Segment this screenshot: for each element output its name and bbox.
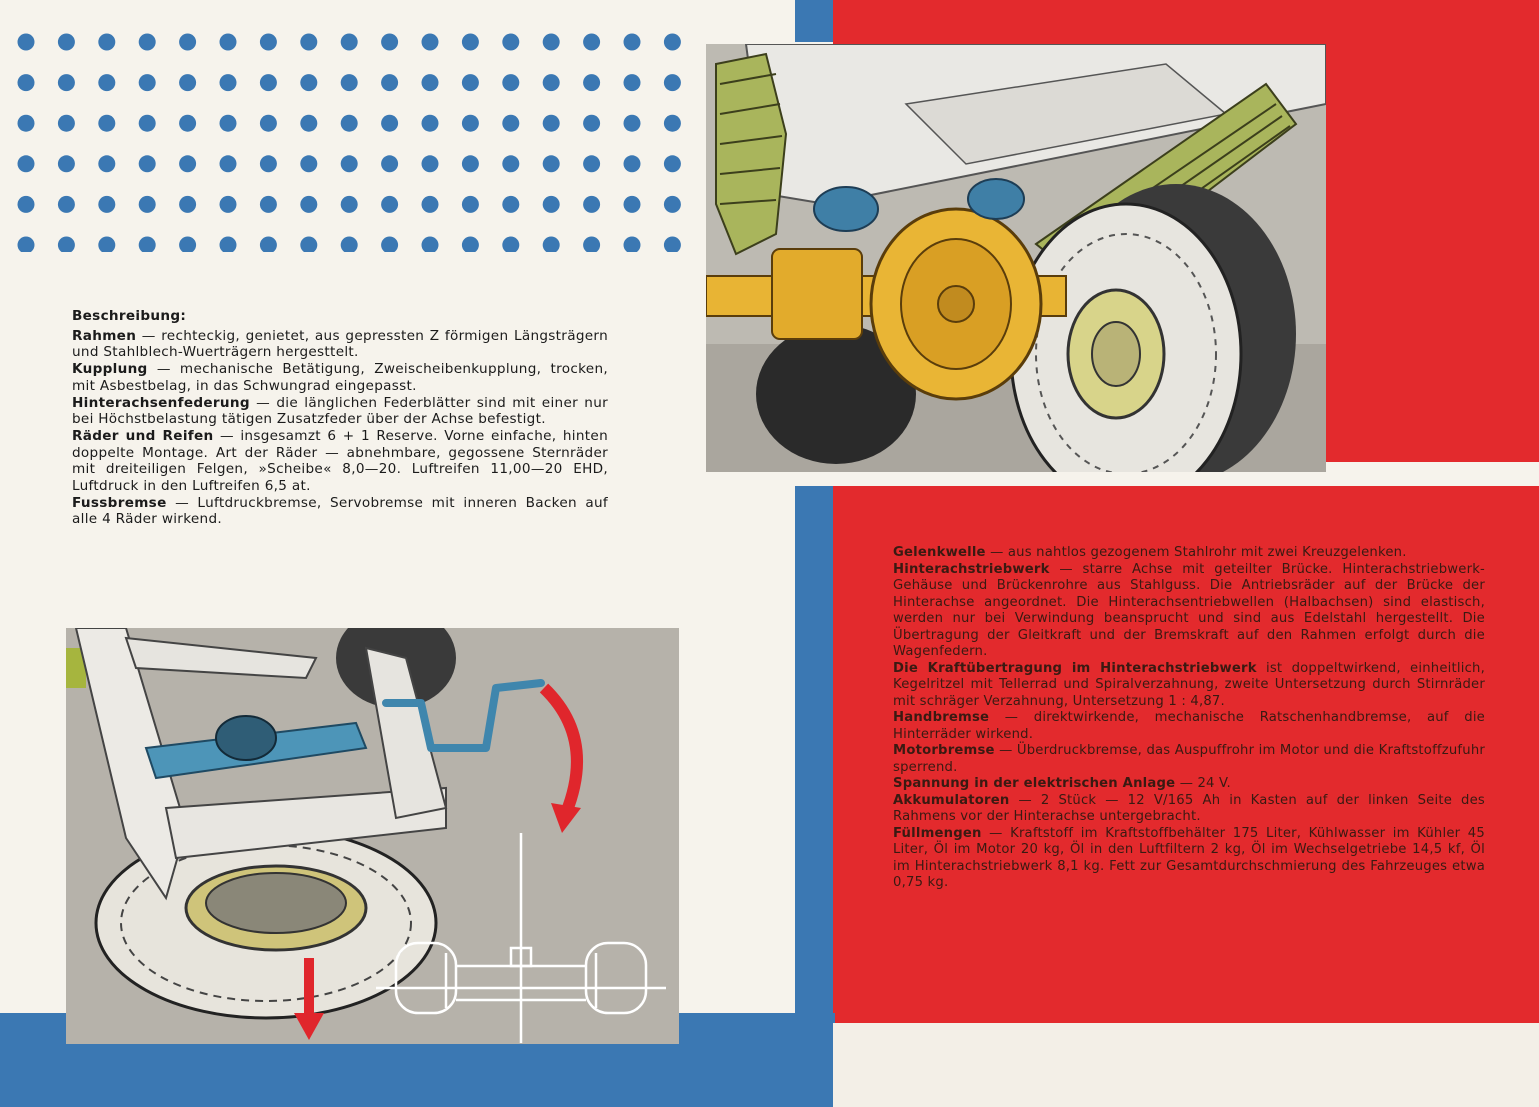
- decorative-dot: [624, 115, 641, 132]
- decorative-dot: [462, 237, 479, 253]
- decorative-dot: [422, 196, 439, 213]
- spec-item: [893, 826, 1485, 892]
- decorative-dot: [543, 196, 560, 213]
- decorative-dot: [58, 34, 75, 51]
- decorative-dot: [98, 196, 115, 213]
- decorative-dot: [220, 34, 237, 51]
- decorative-dot: [220, 115, 237, 132]
- decorative-dot: [98, 74, 115, 91]
- decorative-dot: [18, 237, 35, 253]
- spec-item: [893, 743, 1485, 776]
- decorative-dot: [583, 115, 600, 132]
- decorative-dot: [179, 196, 196, 213]
- decorative-dot: [664, 196, 681, 213]
- decorative-dot: [624, 74, 641, 91]
- spare-wheel-drawing: [66, 628, 679, 1044]
- description-term: Rahmen: [72, 327, 137, 344]
- decorative-dot: [220, 74, 237, 91]
- decorative-dot: [664, 34, 681, 51]
- decorative-dot: [179, 155, 196, 172]
- spec-term: Die Kraftübertragung im Hinterachstriebwerk: [893, 660, 1257, 676]
- decorative-dot: [422, 237, 439, 253]
- description-term: Fussbremse: [72, 494, 167, 511]
- decorative-dot: [381, 155, 398, 172]
- decorative-dot: [98, 115, 115, 132]
- decorative-dot: [300, 155, 317, 172]
- decorative-dot: [341, 34, 358, 51]
- decorative-dot: [422, 155, 439, 172]
- decorative-dot: [220, 155, 237, 172]
- decorative-dot: [381, 115, 398, 132]
- description-text: — rechteckig, genietet, aus gepressten Z förmigen Längsträgern und Stahlblech-Wuerträgern hergesttelt.: [72, 327, 608, 361]
- description-item: [72, 328, 608, 361]
- decorative-dot: [300, 115, 317, 132]
- decorative-dot: [624, 237, 641, 253]
- decorative-dot: [18, 115, 35, 132]
- description-item: [72, 428, 608, 495]
- decorative-dot: [543, 34, 560, 51]
- decorative-dot: [624, 155, 641, 172]
- decorative-dot: [341, 115, 358, 132]
- decorative-dot: [300, 34, 317, 51]
- description-text: — insgesamzt 6 + 1 Reserve. Vorne einfache, hinten doppelte Montage. Art der Räder — abnehmbare, gegossene Sternräder mit dreiteiligen Felgen, »Scheibe« 8,0—20. Luftreifen 11,00—20 EHD, Luftdruck in den Luftreifen 6,5 at.: [72, 427, 608, 495]
- decorative-dot: [260, 237, 277, 253]
- decorative-dot: [260, 115, 277, 132]
- spec-item: [893, 562, 1485, 661]
- decorative-dot: [583, 74, 600, 91]
- decorative-dot: [502, 74, 519, 91]
- description-item: [72, 361, 608, 394]
- decorative-dot: [341, 196, 358, 213]
- decorative-dot: [220, 237, 237, 253]
- decorative-dot: [260, 74, 277, 91]
- decorative-dot: [462, 155, 479, 172]
- description-text: — mechanische Betätigung, Zweischeibenkupplung, trocken, mit Asbestbelag, in das Schwungrad eingepasst.: [72, 361, 608, 394]
- description-section: [72, 308, 608, 528]
- decorative-dot: [583, 196, 600, 213]
- decorative-dot: [139, 34, 156, 51]
- decorative-dot: [462, 34, 479, 51]
- spec-term: Hinterachstriebwerk: [893, 561, 1050, 577]
- decorative-dot: [664, 155, 681, 172]
- decorative-dot: [422, 115, 439, 132]
- decorative-dot: [260, 34, 277, 51]
- decorative-dot: [98, 155, 115, 172]
- spec-item: [893, 776, 1485, 793]
- decorative-dot: [543, 155, 560, 172]
- decorative-dot: [300, 196, 317, 213]
- decorative-dot: [583, 34, 600, 51]
- decorative-dot: [139, 237, 156, 253]
- description-heading: Beschreibung:: [72, 308, 187, 324]
- decorative-dot: [543, 237, 560, 253]
- description-text: — Luftdruckbremse, Servobremse mit inneren Backen auf alle 4 Räder wirkend.: [72, 494, 608, 528]
- spec-text: — aus nahtlos gezogenem Stahlrohr mit zwei Kreuzgelenken.: [985, 545, 1407, 560]
- spec-text: — direktwirkende, mechanische Ratschenhandbremse, auf die Hinterräder wirkend.: [893, 710, 1485, 742]
- decorative-dot: [98, 34, 115, 51]
- spec-item: [893, 793, 1485, 826]
- decorative-dot: [300, 74, 317, 91]
- spec-term: Gelenkwelle: [893, 545, 986, 560]
- spec-term: Motorbremse: [893, 743, 995, 758]
- decorative-dot: [422, 74, 439, 91]
- decorative-dot: [462, 115, 479, 132]
- spec-text: — Kraftstoff im Kraftstoffbehälter 175 Liter, Kühlwasser im Kühler 45 Liter, Öl im Motor 20 kg, Öl in den Luftfiltern 2 kg, Öl im Wechselgetriebe 14,5 kf, Öl im Hinterachstriebwerk 8,1 kg. Fett zur Gesamtdurchschmierung des Fahrzeuges etwa 0,75 kg.: [893, 825, 1485, 890]
- description-term: Räder und Reifen: [72, 427, 214, 444]
- specs-section: [893, 545, 1485, 892]
- decorative-dot: [502, 237, 519, 253]
- spec-term: Füllmengen: [893, 825, 982, 841]
- description-text: — die länglichen Federblätter sind mit einer nur bei Höchstbelastung tätigen Zusatzfeder über der Achse befestigt.: [72, 394, 608, 428]
- spec-item: [893, 661, 1485, 711]
- decorative-dot: [58, 196, 75, 213]
- decorative-dot: [664, 115, 681, 132]
- decorative-dot: [462, 74, 479, 91]
- decorative-dot: [462, 196, 479, 213]
- spec-text: — Überdruckbremse, das Auspuffrohr im Motor und die Kraftstoffzufuhr sperrend.: [893, 743, 1486, 775]
- decorative-dot: [341, 237, 358, 253]
- decorative-dot: [624, 196, 641, 213]
- decorative-dot: [502, 196, 519, 213]
- decorative-dot: [58, 74, 75, 91]
- decorative-dot: [18, 34, 35, 51]
- spec-item: [893, 545, 1485, 562]
- decorative-dot: [381, 34, 398, 51]
- decorative-dot: [664, 74, 681, 91]
- spare-wheel-illustration: [66, 628, 679, 1044]
- decorative-dot: [502, 34, 519, 51]
- decorative-dot: [139, 196, 156, 213]
- rear-axle-drawing: [706, 44, 1326, 472]
- rear-axle-illustration: [706, 44, 1326, 472]
- paper-margin-bottom-right: [833, 1023, 1539, 1107]
- decorative-dot: [381, 74, 398, 91]
- decorative-dot: [502, 115, 519, 132]
- decorative-dot: [341, 74, 358, 91]
- decorative-dot: [543, 74, 560, 91]
- decorative-dot: [139, 115, 156, 132]
- description-term: Hinterachsenfederung: [72, 394, 250, 411]
- spec-term: Spannung in der elektrischen Anlage: [893, 776, 1176, 791]
- spec-text: ist doppeltwirkend, einheitlich, Kegelritzel mit Tellerrad und Spiralverzahnung, zweite Untersetzung durch Stirnräder mit schräger Verzahnung, Untersetzung 1 : 4,87.: [893, 660, 1485, 709]
- decorative-dot: [179, 237, 196, 253]
- decorative-dot: [220, 196, 237, 213]
- spec-term: Akkumulatoren: [893, 792, 1010, 808]
- decorative-dot: [664, 237, 681, 253]
- decorative-dot: [381, 237, 398, 253]
- decorative-dot: [300, 237, 317, 253]
- decorative-dot: [139, 155, 156, 172]
- blue-color-block-top: [795, 0, 835, 42]
- decorative-dot: [260, 196, 277, 213]
- decorative-dot: [18, 74, 35, 91]
- decorative-dot: [543, 115, 560, 132]
- decorative-dot: [502, 155, 519, 172]
- decorative-dot: [422, 34, 439, 51]
- spec-text: — starre Achse mit geteilter Brücke. Hinterachstriebwerk-Gehäuse und Brückenrohre aus Stahlguss. Die Antriebsräder auf der Brücke der Hinterachse angeordnet. Die Hinterachsentriebwellen (Halbachsen) sind elastisch, werden nur bei Verwindung beansprucht und sind aus Edelstahl hergestellt. Die Übertragung der Gleitkraft und der Bremskraft auf den Rahmen erfolgt durch die Wagenfedern.: [893, 561, 1485, 659]
- decorative-dot: [18, 196, 35, 213]
- decorative-dot: [583, 155, 600, 172]
- decorative-dot: [179, 34, 196, 51]
- decorative-dot: [624, 34, 641, 51]
- spec-term: Handbremse: [893, 710, 990, 725]
- decorative-dot: [18, 155, 35, 172]
- decorative-dot: [583, 237, 600, 253]
- decorative-dot: [179, 74, 196, 91]
- spec-text: — 24 V.: [1175, 776, 1231, 791]
- decorative-dot: [58, 115, 75, 132]
- spec-item: [893, 710, 1485, 743]
- decorative-dot: [139, 74, 156, 91]
- red-color-strip-right: [1326, 44, 1539, 462]
- decorative-dot: [98, 237, 115, 253]
- spec-text: — 2 Stück — 12 V/165 Ah in Kasten auf der linken Seite des Rahmens vor der Hinterachse untergebracht.: [893, 792, 1485, 824]
- dot-pattern-decoration: [16, 32, 706, 252]
- decorative-dot: [179, 115, 196, 132]
- decorative-dot: [58, 237, 75, 253]
- decorative-dot: [58, 155, 75, 172]
- decorative-dot: [381, 196, 398, 213]
- description-item: [72, 395, 608, 428]
- decorative-dot: [341, 155, 358, 172]
- description-item: [72, 495, 608, 528]
- decorative-dot: [260, 155, 277, 172]
- red-color-block-top: [833, 0, 1539, 46]
- description-term: Kupplung: [72, 361, 148, 378]
